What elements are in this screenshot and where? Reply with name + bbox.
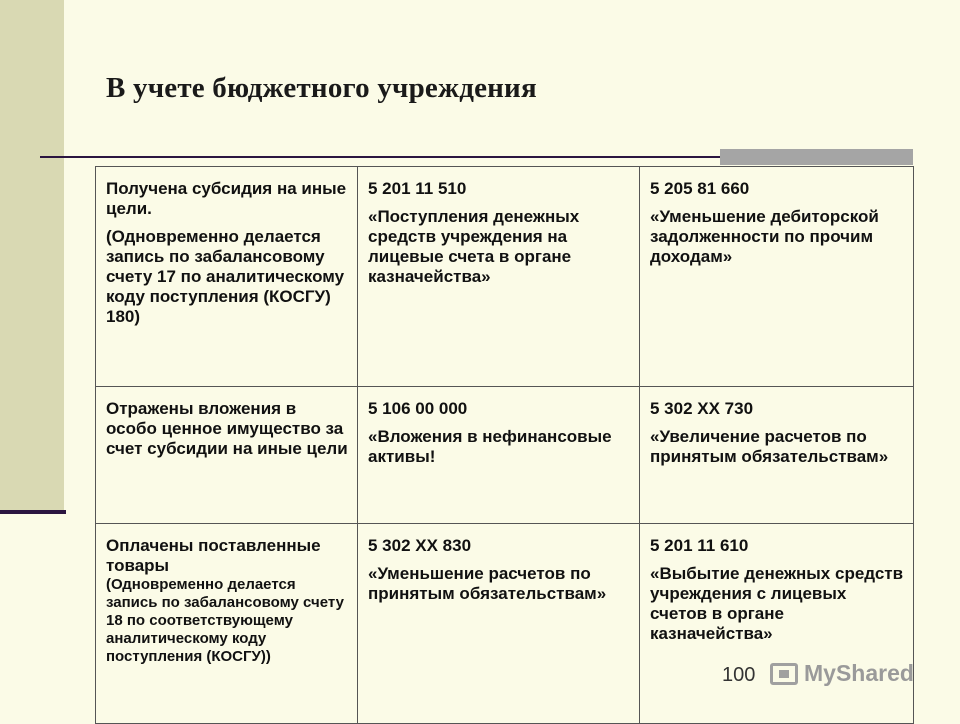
- debit-code: 5 302 XX 830: [368, 536, 472, 555]
- description-cell: [96, 524, 358, 724]
- table-row: [96, 524, 914, 724]
- watermark-logo-icon: [770, 663, 798, 685]
- debit-code: 5 201 11 510: [368, 179, 467, 198]
- debit-name: «Уменьшение расчетов по принятым обязательствам»: [368, 564, 607, 603]
- description-text: Получена субсидия на иные цели.: [106, 179, 347, 218]
- description-cell: [96, 387, 358, 524]
- slide-title: В учете бюджетного учреждения: [106, 72, 537, 104]
- debit-cell: [358, 524, 640, 724]
- credit-name: «Выбытие денежных средств учреждения с лицевых счетов в органе казначейства»: [650, 564, 904, 643]
- credit-code: 5 302 XX 730: [650, 399, 754, 418]
- debit-cell: [358, 387, 640, 524]
- credit-cell: [640, 167, 914, 387]
- description-text: Отражены вложения в особо ценное имущество за счет субсидии на иные цели: [106, 399, 348, 458]
- debit-name: «Вложения в нефинансовые активы!: [368, 427, 612, 466]
- debit-code: 5 106 00 000: [368, 399, 468, 418]
- table-row: [96, 387, 914, 524]
- credit-name: «Увеличение расчетов по принятым обязательствам»: [650, 427, 889, 466]
- accounting-entries-table: [95, 166, 914, 724]
- sidebar-underline: [0, 510, 66, 514]
- credit-code: 5 201 11 610: [650, 536, 749, 555]
- description-cell: [96, 167, 358, 387]
- credit-cell: [640, 524, 914, 724]
- credit-code: 5 205 81 660: [650, 179, 750, 198]
- credit-name: «Уменьшение дебиторской задолженности по прочим доходам»: [650, 207, 879, 266]
- debit-name: «Поступления денежных средств учреждения на лицевые счета в органе казначейства»: [368, 207, 580, 286]
- credit-cell: [640, 387, 914, 524]
- decorative-sidebar: [0, 0, 64, 512]
- page-number: 100: [722, 664, 756, 686]
- table-row: [96, 167, 914, 387]
- description-note: (Одновременно делается запись по забалансовому счету 18 по соответствующему аналитическому коду поступления (КОСГУ)): [106, 576, 344, 665]
- debit-cell: [358, 167, 640, 387]
- decorative-bar: [720, 149, 913, 165]
- description-text: Оплачены поставленные товары: [106, 536, 321, 575]
- watermark-text: MyShared: [804, 660, 914, 686]
- description-note: (Одновременно делается запись по забалансовому счету 17 по аналитическому коду поступления (КОСГУ) 180): [106, 227, 345, 326]
- title-divider: [40, 156, 720, 158]
- watermark: [770, 660, 914, 687]
